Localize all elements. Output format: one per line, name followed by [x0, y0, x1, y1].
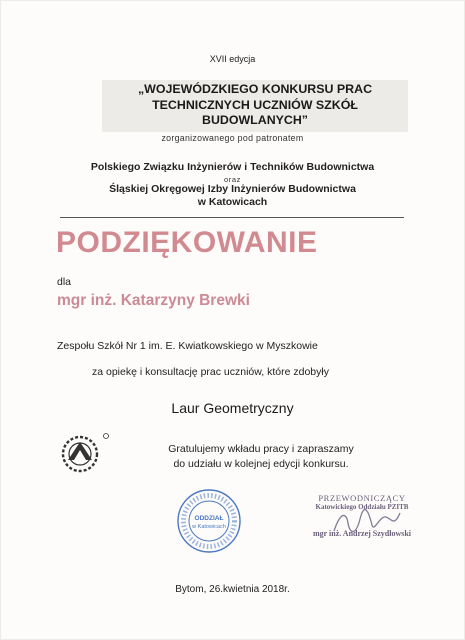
contest-title: [95, 82, 415, 129]
congratulations-line: do udziału w kolejnej edycji konkursu.: [173, 458, 349, 470]
care-text: za opiekę i konsultację prac uczniów, które zdobyły: [92, 366, 329, 378]
contest-title-line: BUDOWLANYCH”: [202, 113, 308, 127]
pzitb-logo-icon: [58, 430, 114, 474]
organizer-2-line: Śląskiej Okręgowej Izby Inżynierów Budownictwa: [109, 183, 356, 195]
seal-icon: [176, 488, 242, 554]
patronage-text: zorganizowanego pod patronatem: [161, 133, 304, 143]
contest-title-line: TECHNICZNYCH UCZNIÓW SZKÓŁ: [152, 97, 358, 112]
organizer-2: [0, 183, 465, 209]
award-name: Laur Geometryczny: [171, 400, 294, 416]
stamp-title: PRZEWODNICZĄCY: [318, 493, 406, 503]
document-heading: PODZIĘKOWANIE: [56, 226, 318, 259]
place-date: Bytom, 26.kwietnia 2018r.: [175, 584, 290, 595]
divider: [60, 217, 404, 218]
organizer-2-line: w Katowicach: [197, 196, 268, 208]
signature-icon: [330, 505, 402, 539]
stamp-subtitle: Katowickiego Oddziału PZITB: [315, 503, 409, 511]
congratulations-line: Gratulujemy wkładu pracy i zapraszamy: [168, 443, 354, 455]
stamp-name: mgr inż. Andrzej Szydłowski: [312, 529, 412, 538]
congratulations-text: [126, 442, 396, 472]
seal-center-line: w Katowicach: [192, 524, 226, 530]
school-name: Zespołu Szkół Nr 1 im. E. Kwiatkowskiego w Myszkowie: [57, 340, 318, 352]
contest-title-line: „WOJEWÓDZKIEGO KONKURSU PRAC: [137, 82, 373, 96]
conjunction: oraz: [224, 175, 241, 184]
seal-center-line: ODDZIAŁ: [194, 515, 224, 522]
for-label: dla: [57, 276, 72, 288]
edition-label: XVII edycja: [209, 54, 256, 64]
organizer-1: Polskiego Związku Inżynierów i Techników Budownictwa: [90, 161, 375, 173]
recipient-name: mgr inż. Katarzyny Brewki: [57, 292, 250, 309]
